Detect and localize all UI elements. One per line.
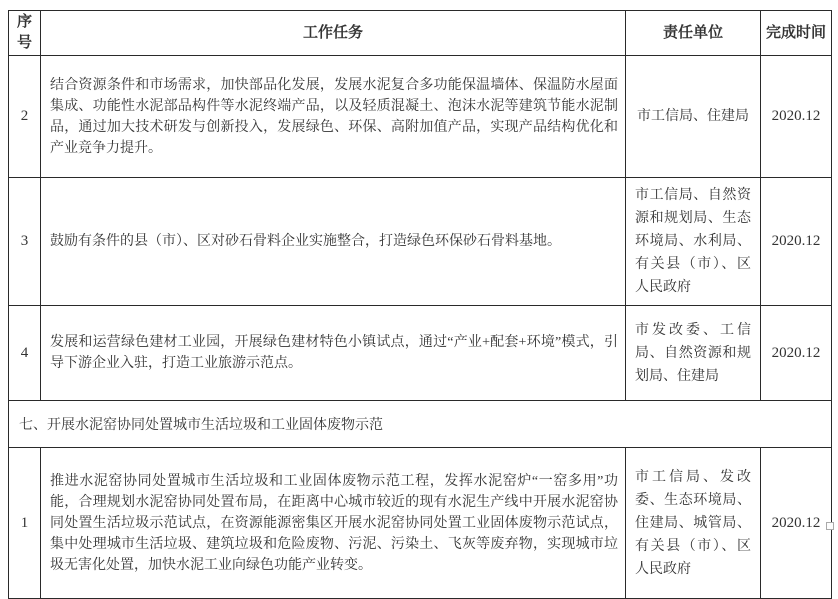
table-row: [9, 448, 832, 599]
table-row: [9, 56, 832, 178]
section-title: 七、开展水泥窑协同处置城市生活垃圾和工业固体废物示范: [9, 401, 832, 448]
work-task-cell: 发展和运营绿色建材工业园，开展绿色建材特色小镇试点，通过“产业+配套+环境”模式，引导下游企业入驻，打造工业旅游示范点。: [41, 306, 626, 401]
completion-time-cell: 2020.12: [761, 306, 832, 401]
work-task-cell: 推进水泥窑协同处置城市生活垃圾和工业固体废物示范工程，发挥水泥窑炉“一窑多用”功能，合理规划水泥窑协同处置布局，在距离中心城市较近的现有水泥生产线中开展水泥窑协同处置生活垃圾示范试点，在资源能源密集区开展水泥窑协同处置工业固体废物示范试点，集中处理城市生活垃圾、建筑垃圾和危险废物、污泥、污染土、飞灰等废弃物，实现城市垃圾无害化处置，加快水泥工业向绿色功能产业转变。: [41, 448, 626, 599]
header-work-task: 工作任务: [41, 11, 626, 56]
work-task-cell: 结合资源条件和市场需求，加快部品化发展，发展水泥复合多功能保温墙体、保温防水屋面集成、功能性水泥部品构件等水泥终端产品，以及轻质混凝土、泡沫水泥等建筑节能水泥制品，通过加大技术研发与创新投入，发展绿色、环保、高附加值产品，实现产品结构优化和产业竞争力提升。: [41, 56, 626, 178]
serial-number-cell: 3: [9, 178, 41, 306]
completion-time-cell: 2020.12: [761, 448, 832, 599]
header-serial-number: 序号: [9, 11, 41, 56]
serial-number-cell: 2: [9, 56, 41, 178]
serial-number-cell: 4: [9, 306, 41, 401]
table-row: [9, 306, 832, 401]
work-task-cell: 鼓励有条件的县（市）、区对砂石骨料企业实施整合，打造绿色环保砂石骨料基地。: [41, 178, 626, 306]
table-row: [9, 178, 832, 306]
header-completion-time: 完成时间: [761, 11, 832, 56]
serial-number-cell: 1: [9, 448, 41, 599]
completion-time-cell: 2020.12: [761, 56, 832, 178]
responsible-unit-cell: 市工信局、发改委、生态环境局、住建局、城管局、有关县（市）、区人民政府: [626, 448, 761, 599]
section-header-row: [9, 401, 832, 448]
work-task-table-container: [8, 10, 832, 599]
responsible-unit-cell: 市发改委、工信局、自然资源和规划局、住建局: [626, 306, 761, 401]
table-header-row: [9, 11, 832, 56]
work-task-table: [8, 10, 832, 599]
header-responsible-unit: 责任单位: [626, 11, 761, 56]
table-resize-handle[interactable]: [826, 522, 834, 530]
responsible-unit-cell: 市工信局、住建局: [626, 56, 761, 178]
responsible-unit-cell: 市工信局、自然资源和规划局、生态环境局、水利局、有关县（市）、区人民政府: [626, 178, 761, 306]
completion-time-cell: 2020.12: [761, 178, 832, 306]
